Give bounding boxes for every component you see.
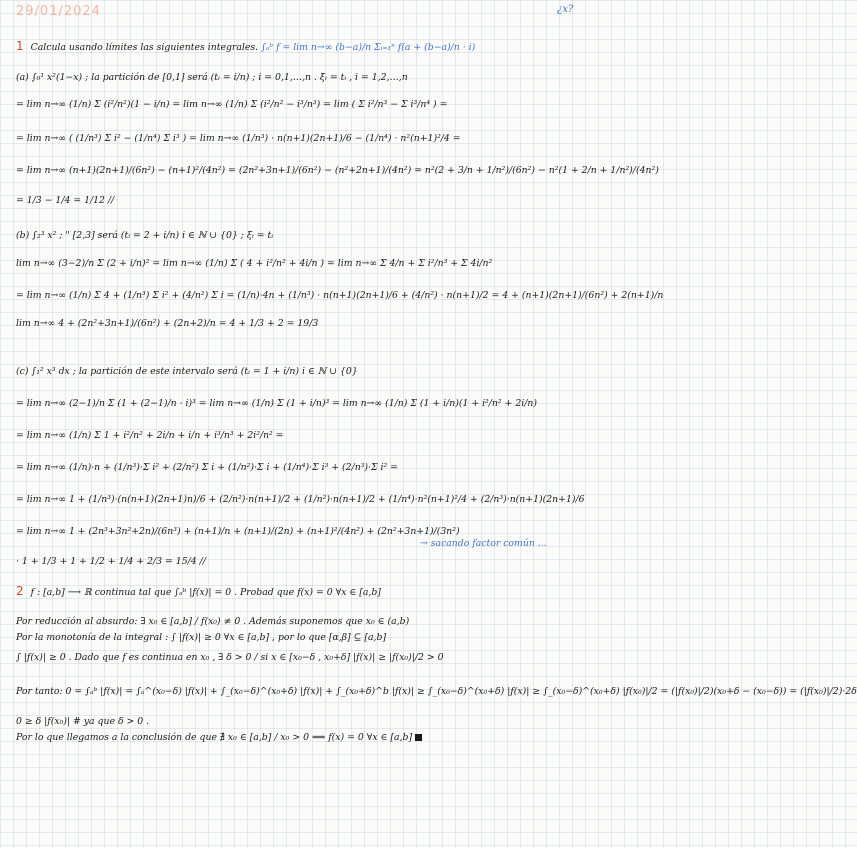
exercise-1-title: Calcula usando límites las siguientes integrales. <box>30 42 259 53</box>
exercise-1-title-line <box>16 40 591 54</box>
part-c-line: (c) ∫₁² x³ dx ; la partición de este intervalo será (tᵢ = 1 + i/n) i ∈ ℕ ∪ {0} <box>16 366 358 377</box>
part-a-line: = 1/3 − 1/4 = 1/12 // <box>16 195 115 206</box>
part-c-note: → sacando factor común ... <box>420 538 547 549</box>
part-c-line: = lim n→∞ 1 + (1/n³)·(n(n+1)(2n+1)n)/6 + (2/n²)·n(n+1)/2 + (1/n²)·n(n+1)/2 + (1/n⁴)·n²(n+1)²/4 + (2/n³)·n(n+1)(2n+1)/6 <box>16 494 585 505</box>
part-c-line: = lim n→∞ (1/n) Σ 1 + i²/n² + 2i/n + i/n + i³/n³ + 2i²/n² = <box>16 430 284 441</box>
qed-square-icon <box>415 734 422 741</box>
margin-annotation: ¿x? <box>557 4 574 15</box>
exercise-2-conclusion <box>16 732 591 744</box>
part-b-line: lim n→∞ (3−2)/n Σ (2 + i/n)² = lim n→∞ (1/n) Σ ( 4 + i²/n² + 4i/n ) = lim n→∞ Σ 4/n + Σ i²/n³ + Σ 4i/n² <box>16 258 493 269</box>
exercise-2-statement <box>16 585 591 599</box>
exercise-1-riemann-formula: ∫ₐᵇ f = lim n→∞ (b−a)/n Σᵢ₌₁ⁿ f(a + (b−a)/n · i) <box>261 42 476 53</box>
exercise-2-text: f : [a,b] ⟶ ℝ continua tal que ∫ₐᵇ |f(x)| = 0 . Probad que f(x) = 0 ∀x ∈ [a,b] <box>30 587 381 598</box>
part-c-line: = lim n→∞ (1/n)·n + (1/n³)·Σ i² + (2/n²) Σ i + (1/n²)·Σ i + (1/n⁴)·Σ i³ + (2/n³)·Σ i² = <box>16 462 398 473</box>
part-b-line: lim n→∞ 4 + (2n²+3n+1)/(6n²) + (2n+2)/n = 4 + 1/3 + 2 = 19/3 <box>16 318 319 329</box>
exercise-2-line: Por reducción al absurdo: ∃ x₀ ∈ [a,b] / f(x₀) ≠ 0 . Además suponemos que x₀ ∈ (a,b) <box>16 616 410 627</box>
part-a-line: (a) ∫₀¹ x²(1−x) ; la partición de [0,1] será (tᵢ = i/n) ; i = 0,1,…,n . ξᵢ = tᵢ , i = 1,2,…,n <box>16 72 408 83</box>
part-a-line: = lim n→∞ (n+1)(2n+1)/(6n²) − (n+1)²/(4n²) = (2n²+3n+1)/(6n²) − (n²+2n+1)/(4n²) = n²(2 + 3/n + 1/n²)/(6n²) − n²(1 + 2/n + 1/n²)/(4n²) <box>16 165 659 176</box>
date-header: 29/01/2024 <box>16 4 101 19</box>
part-c-line <box>16 526 591 538</box>
part-b-line: (b) ∫₂³ x² ; " [2,3] será (tᵢ = 2 + i/n) i ∈ ℕ ∪ {0} ; ξᵢ = tᵢ <box>16 230 274 241</box>
exercise-2-line: Por la monotonía de la integral : ∫ |f(x)| ≥ 0 ∀x ∈ [a,b] , por lo que [α,β] ⊆ [a,b] <box>16 632 387 643</box>
exercise-2-conclusion-text: Por lo que llegamos a la conclusión de que ∄ x₀ ∈ [a,b] / x₀ > 0 ⟹ f(x) = 0 ∀x ∈ [a,b] <box>16 732 413 743</box>
part-c-expanded-limit: = lim n→∞ 1 + (2n³+3n²+2n)/(6n³) + (n+1)/n + (n+1)/(2n) + (n+1)²/(4n²) + (2n²+3n+1)/(3n²) <box>16 526 460 537</box>
part-b-line: = lim n→∞ (1/n) Σ 4 + (1/n³) Σ i² + (4/n²) Σ i = (1/n)·4n + (1/n³) · n(n+1)(2n+1)/6 + (4/n²) · n(n+1)/2 = 4 + (n+1)(2n+1)/(6n²) + 2(n+1)/n <box>16 290 664 301</box>
part-c-line: · 1 + 1/3 + 1 + 1/2 + 1/4 + 2/3 = 15/4 // <box>16 556 206 567</box>
part-a-line: = lim n→∞ (1/n) Σ (i²/n²)(1 − i/n) = lim n→∞ (1/n) Σ (i²/n² − i³/n³) = lim ( Σ i²/n³ − Σ i³/n⁴ ) = <box>16 99 448 110</box>
part-a-line: = lim n→∞ ( (1/n³) Σ i² − (1/n⁴) Σ i³ ) = lim n→∞ (1/n³) · n(n+1)(2n+1)/6 − (1/n⁴) · n²(n+1)²/4 = <box>16 133 461 144</box>
exercise-2-line: Por tanto: 0 = ∫ₐᵇ |f(x)| = ∫ₐ^(x₀−δ) |f(x)| + ∫_(x₀−δ)^(x₀+δ) |f(x)| + ∫_(x₀+δ)^b |f(x)| ≥ ∫_(x₀−δ)^(x₀+δ) |f(x)| ≥ ∫_(x₀−δ)^(x₀+δ) |f(x₀)|/2 = (|f(x₀)|/2)(x₀+δ − (x₀−δ)) = (|f(x₀)|/2)·2δ <box>16 686 857 697</box>
exercise-1-number: 1 <box>16 39 24 53</box>
exercise-2-line: 0 ≥ δ |f(x₀)| # ya que δ > 0 . <box>16 716 150 727</box>
exercise-2-number: 2 <box>16 584 24 598</box>
exercise-2-line: ∫ |f(x)| ≥ 0 . Dado que f es continua en x₀ , ∃ δ > 0 / si x ∈ [x₀−δ , x₀+δ] |f(x)| ≥ |f(x₀)|/2 > 0 <box>16 652 444 663</box>
part-c-line: = lim n→∞ (2−1)/n Σ (1 + (2−1)/n · i)³ = lim n→∞ (1/n) Σ (1 + i/n)³ = lim n→∞ (1/n) Σ (1 + i/n)(1 + i²/n² + 2i/n) <box>16 398 537 409</box>
